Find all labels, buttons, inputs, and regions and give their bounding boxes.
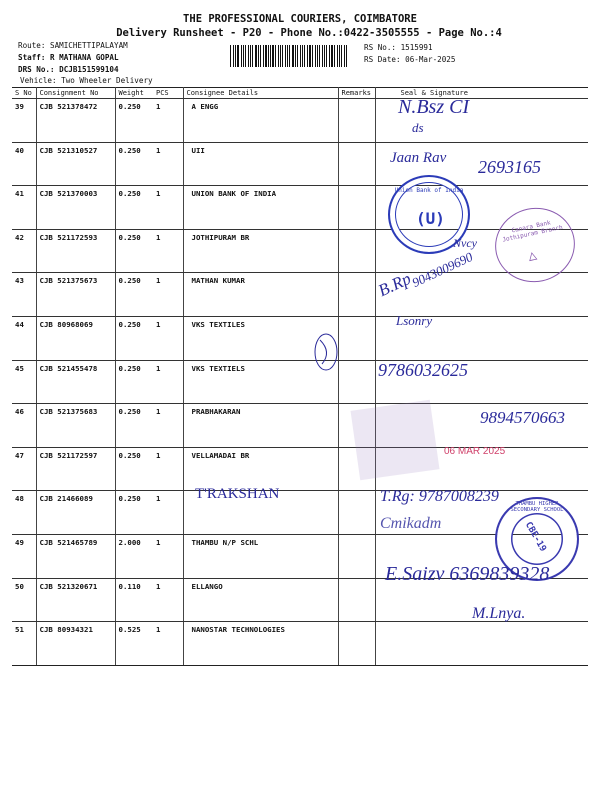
- col-signature: Seal & Signature: [375, 88, 588, 99]
- barcode-bar: [250, 45, 251, 67]
- faded-stamp: [351, 400, 440, 480]
- remarks-scribble: [312, 330, 340, 374]
- signature-cell: [375, 622, 588, 666]
- consignment-no-cell: CJB 521172593: [36, 229, 115, 273]
- pcs-cell: 1: [153, 186, 183, 230]
- weight-cell: 0.250: [115, 404, 153, 448]
- barcode-bar: [252, 45, 253, 67]
- remarks-cell: [338, 578, 375, 622]
- table-row: [12, 360, 588, 404]
- sno-cell: 50: [12, 578, 36, 622]
- consignment-no-cell: CJB 521455478: [36, 360, 115, 404]
- staff: Staff: R MATHANA GOPAL: [18, 53, 119, 62]
- remarks-cell: [338, 534, 375, 578]
- phone-46: 9894570663: [480, 408, 565, 427]
- col-consignee: Consignee Details: [183, 88, 338, 99]
- barcode-bar: [322, 45, 323, 67]
- barcode-bar: [275, 45, 276, 67]
- weight-cell: 0.250: [115, 186, 153, 230]
- barcode-bar: [260, 45, 261, 67]
- barcode-bar: [285, 45, 286, 67]
- consignment-no-cell: CJB 521310527: [36, 142, 115, 186]
- rs-date: RS Date: 06-Mar-2025: [364, 55, 456, 64]
- sno-cell: 42: [12, 229, 36, 273]
- barcode-bar: [315, 45, 316, 67]
- weight-cell: 0.250: [115, 142, 153, 186]
- table-header: [12, 88, 588, 99]
- barcode-bar: [255, 45, 257, 67]
- sno-cell: 51: [12, 622, 36, 666]
- barcode-bar: [280, 45, 281, 67]
- route: Route: SAMICHETTIPALAYAM: [18, 41, 128, 50]
- pcs-cell: 1: [153, 534, 183, 578]
- vehicle: Vehicle: Two Wheeler Delivery: [20, 76, 153, 85]
- barcode-bar: [302, 45, 303, 67]
- barcode-bar: [297, 45, 298, 67]
- signature-50: E.Saizv 6369839328: [385, 563, 550, 585]
- drs-number: DRS No.: DCJB151599104: [18, 65, 119, 74]
- barcode-bar: [329, 45, 330, 67]
- signature-39b: ds: [412, 120, 424, 135]
- col-remarks: Remarks: [338, 88, 375, 99]
- signature-42: Nvcy: [453, 236, 477, 250]
- signature-51: M.Lnya.: [472, 605, 526, 622]
- barcode-bar: [233, 45, 234, 67]
- remarks-cell: [338, 99, 375, 143]
- barcode-bar: [287, 45, 288, 67]
- phone-40: 2693165: [478, 157, 541, 177]
- sno-cell: 49: [12, 534, 36, 578]
- barcode-bar: [337, 45, 338, 67]
- remarks-cell: [338, 273, 375, 317]
- barcode-bar: [248, 45, 249, 67]
- consignment-no-cell: CJB 521320671: [36, 578, 115, 622]
- barcode-bar: [312, 45, 313, 67]
- barcode: [230, 45, 348, 67]
- barcode-bar: [272, 45, 274, 67]
- sno-cell: 46: [12, 404, 36, 448]
- barcode-bar: [292, 45, 294, 67]
- barcode-bar: [304, 45, 305, 67]
- barcode-bar: [282, 45, 283, 67]
- barcode-bar: [237, 45, 239, 67]
- weight-cell: 0.250: [115, 99, 153, 143]
- consignee-cell: NANOSTAR TECHNOLOGIES: [183, 622, 338, 666]
- weight-cell: 0.250: [115, 316, 153, 360]
- barcode-bar: [243, 45, 244, 67]
- weight-cell: 0.250: [115, 360, 153, 404]
- sno-cell: 45: [12, 360, 36, 404]
- sno-cell: 44: [12, 316, 36, 360]
- pcs-cell: 1: [153, 622, 183, 666]
- sno-cell: 40: [12, 142, 36, 186]
- consignment-no-cell: CJB 521370003: [36, 186, 115, 230]
- rs-number: RS No.: 1515991: [364, 43, 433, 52]
- signature-39: N.Bsz CI: [398, 96, 470, 118]
- barcode-bar: [334, 45, 335, 67]
- pcs-cell: 1: [153, 578, 183, 622]
- consignee-cell: VELLAMADAI BR: [183, 447, 338, 491]
- consignment-no-cell: CJB 521375673: [36, 273, 115, 317]
- weight-cell: 0.250: [115, 229, 153, 273]
- remarks-cell: [338, 229, 375, 273]
- signature-40: Jaan Rav: [390, 150, 447, 166]
- barcode-bar: [241, 45, 242, 67]
- consignment-no-cell: CJB 80934321: [36, 622, 115, 666]
- barcode-bar: [344, 45, 345, 67]
- signature-43: B.Rp: [375, 268, 414, 301]
- remarks-cell: [338, 360, 375, 404]
- consignee-cell: JOTHIPURAM BR: [183, 229, 338, 273]
- col-weight: Weight: [115, 88, 153, 99]
- pcs-cell: 1: [153, 316, 183, 360]
- sno-cell: 48: [12, 491, 36, 535]
- col-sno: S No: [12, 88, 36, 99]
- table-row: [12, 186, 588, 230]
- remarks-cell: [338, 622, 375, 666]
- barcode-bar: [307, 45, 308, 67]
- sno-cell: 43: [12, 273, 36, 317]
- sno-cell: 47: [12, 447, 36, 491]
- barcode-bar: [339, 45, 340, 67]
- pcs-cell: 1: [153, 99, 183, 143]
- consignee-cell: THAMBU N/P SCHL: [183, 534, 338, 578]
- pcs-cell: 1: [153, 142, 183, 186]
- consignment-no-cell: CJB 521465789: [36, 534, 115, 578]
- remarks-cell: [338, 186, 375, 230]
- barcode-bar: [341, 45, 342, 67]
- barcode-bar: [317, 45, 318, 67]
- barcode-bar: [319, 45, 320, 67]
- union-bank-stamp: Union Bank of India (U): [388, 175, 470, 254]
- company-title: THE PROFESSIONAL COURIERS, COIMBATORE: [183, 13, 417, 25]
- barcode-bar: [265, 45, 266, 67]
- consignee-cell: UII: [183, 142, 338, 186]
- barcode-bar: [230, 45, 231, 67]
- pcs-cell: 1: [153, 447, 183, 491]
- table-row: [12, 622, 588, 666]
- pcs-cell: 1: [153, 491, 183, 535]
- weight-cell: 0.250: [115, 447, 153, 491]
- consignee-cell: ELLANGO: [183, 578, 338, 622]
- signature-49: Cmikadm: [380, 515, 442, 532]
- barcode-bar: [289, 45, 290, 67]
- pcs-cell: 1: [153, 360, 183, 404]
- barcode-bar: [268, 45, 269, 67]
- consignee-cell: VKS TEXTILES: [183, 316, 338, 360]
- table-row: [12, 316, 588, 360]
- table-row: [12, 273, 588, 317]
- barcode-bar: [258, 45, 259, 67]
- barcode-bar: [300, 45, 301, 67]
- weight-cell: 0.250: [115, 491, 153, 535]
- barcode-bar: [270, 45, 271, 67]
- col-consignment: Consignment No: [36, 88, 115, 99]
- consignment-no-cell: CJB 521378472: [36, 99, 115, 143]
- phone-43: 9043009690: [409, 249, 475, 291]
- consignment-no-cell: CJB 80968069: [36, 316, 115, 360]
- barcode-bar: [324, 45, 325, 67]
- phone-45: 9786032625: [378, 360, 468, 380]
- consignee-cell: PRABHAKARAN: [183, 404, 338, 448]
- weight-cell: 0.110: [115, 578, 153, 622]
- col-pcs: PCS: [153, 88, 183, 99]
- remarks-cell: [338, 316, 375, 360]
- consignee-cell: A ENGG: [183, 99, 338, 143]
- sno-cell: 41: [12, 186, 36, 230]
- weight-cell: 2.000: [115, 534, 153, 578]
- pcs-cell: 1: [153, 404, 183, 448]
- pcs-cell: 1: [153, 273, 183, 317]
- weight-cell: 0.525: [115, 622, 153, 666]
- barcode-bar: [245, 45, 246, 67]
- barcode-bar: [235, 45, 236, 67]
- weight-cell: 0.250: [115, 273, 153, 317]
- date-stamp: 06 MAR 2025: [444, 446, 506, 457]
- consignee-cell: VKS TEXTIELS: [183, 360, 338, 404]
- remarks-cell: [338, 142, 375, 186]
- barcode-bar: [263, 45, 264, 67]
- barcode-bar: [346, 45, 347, 67]
- school-stamp: THAMBU HIGHER SECONDARY SCHOOL CBE-19: [495, 497, 579, 581]
- sno-cell: 39: [12, 99, 36, 143]
- consignment-no-cell: CJB 521172597: [36, 447, 115, 491]
- barcode-bar: [326, 45, 327, 67]
- table-row: [12, 99, 588, 143]
- consignment-no-cell: CJB 521375683: [36, 404, 115, 448]
- consignee-cell: UNION BANK OF INDIA: [183, 186, 338, 230]
- signature-48: T.Rg: 9787008239: [380, 488, 499, 505]
- pcs-cell: 1: [153, 229, 183, 273]
- consignment-no-cell: CJB 21466089: [36, 491, 115, 535]
- consignee-48-handwritten: T'RAKSHAN: [195, 486, 280, 502]
- barcode-bar: [309, 45, 311, 67]
- canara-bank-stamp: Canara Bank Jothipuram Branch △: [488, 200, 582, 289]
- signature-44: Lsonry: [396, 313, 433, 328]
- barcode-bar: [295, 45, 296, 67]
- barcode-bar: [331, 45, 333, 67]
- barcode-bar: [278, 45, 279, 67]
- consignee-cell: MATHAN KUMAR: [183, 273, 338, 317]
- runsheet-subtitle: Delivery Runsheet - P20 - Phone No.:0422-3505555 - Page No.:4: [116, 27, 502, 39]
- remarks-cell: [338, 491, 375, 535]
